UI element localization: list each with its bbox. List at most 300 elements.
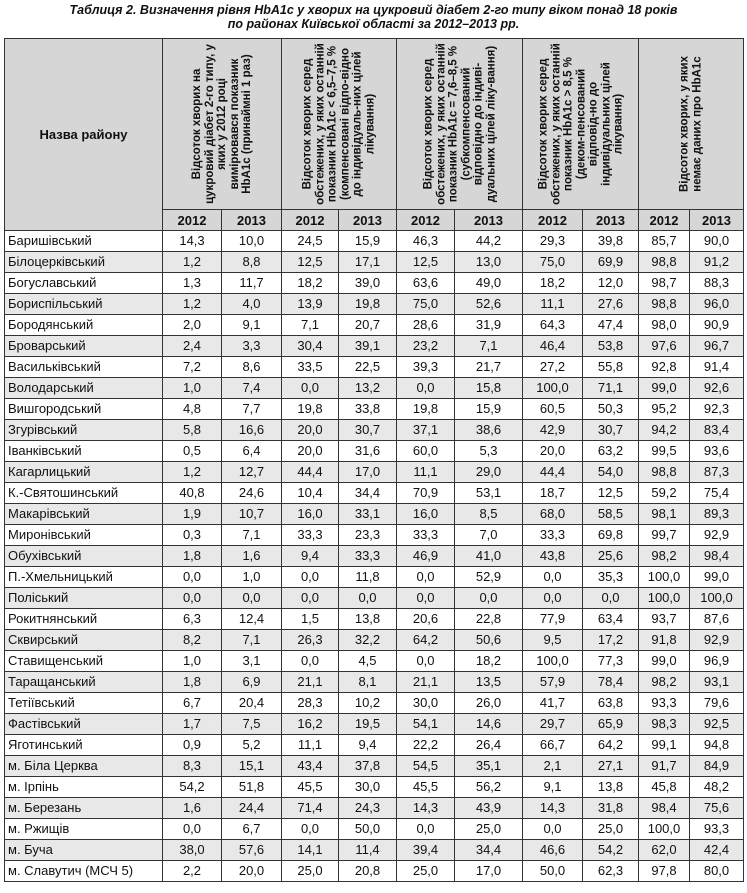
value-cell: 56,2 [455,777,523,798]
district-name-cell: м. Ірпінь [5,777,163,798]
value-cell: 39,0 [339,273,397,294]
value-cell: 54,2 [163,777,222,798]
value-cell: 62,0 [639,840,690,861]
value-cell: 18,7 [523,483,583,504]
value-cell: 1,6 [222,546,282,567]
value-cell: 1,0 [163,378,222,399]
value-cell: 1,7 [163,714,222,735]
value-cell: 7,5 [222,714,282,735]
value-cell: 52,6 [455,294,523,315]
value-cell: 30,0 [397,693,455,714]
value-cell: 64,2 [583,735,639,756]
value-cell: 55,8 [583,357,639,378]
value-cell: 93,6 [690,441,744,462]
value-cell: 46,4 [523,336,583,357]
district-name-cell: Сквирський [5,630,163,651]
value-cell: 29,3 [523,231,583,252]
table-row [5,588,744,609]
district-name-cell: Яготинський [5,735,163,756]
value-cell: 91,2 [690,252,744,273]
value-cell: 0,0 [583,588,639,609]
value-cell: 38,6 [455,420,523,441]
table-row [5,273,744,294]
value-cell: 91,8 [639,630,690,651]
value-cell: 98,8 [639,462,690,483]
district-name-cell: м. Ржищів [5,819,163,840]
value-cell: 8,6 [222,357,282,378]
value-cell: 33,3 [282,525,339,546]
value-cell: 22,5 [339,357,397,378]
value-cell: 13,8 [339,609,397,630]
value-cell: 84,9 [690,756,744,777]
table-row [5,252,744,273]
value-cell: 100,0 [690,588,744,609]
value-cell: 19,8 [397,399,455,420]
value-cell: 1,3 [163,273,222,294]
value-cell: 25,6 [583,546,639,567]
value-cell: 24,3 [339,798,397,819]
value-cell: 1,2 [163,252,222,273]
value-cell: 2,0 [163,315,222,336]
value-cell: 23,3 [339,525,397,546]
value-cell: 0,0 [397,819,455,840]
value-cell: 99,1 [639,735,690,756]
value-cell: 33,3 [397,525,455,546]
table-row [5,819,744,840]
caption-line-2: по районах Київської області за 2012–2013 рр. [227,17,520,31]
value-cell: 28,6 [397,315,455,336]
value-cell: 10,7 [222,504,282,525]
value-cell: 15,8 [455,378,523,399]
value-cell: 16,0 [282,504,339,525]
table-row [5,861,744,882]
district-name-cell: Тетіївський [5,693,163,714]
table-row [5,609,744,630]
table-row [5,336,744,357]
value-cell: 54,0 [583,462,639,483]
value-cell: 98,0 [639,315,690,336]
value-cell: 24,4 [222,798,282,819]
value-cell: 97,8 [639,861,690,882]
value-cell: 42,9 [523,420,583,441]
value-cell: 14,1 [282,840,339,861]
table-row [5,735,744,756]
value-cell: 14,3 [523,798,583,819]
value-cell: 69,9 [583,252,639,273]
table-row [5,777,744,798]
value-cell: 75,4 [690,483,744,504]
value-cell: 37,1 [397,420,455,441]
district-name-cell: м. Буча [5,840,163,861]
value-cell: 7,1 [222,525,282,546]
value-cell: 98,2 [639,672,690,693]
value-cell: 9,5 [523,630,583,651]
value-cell: 96,0 [690,294,744,315]
header-measured-share [163,39,282,210]
value-cell: 25,0 [282,861,339,882]
header-subcompensated [397,39,523,210]
year-header: 2012 [282,210,339,231]
value-cell: 78,4 [583,672,639,693]
value-cell: 34,4 [339,483,397,504]
value-cell: 6,7 [222,819,282,840]
value-cell: 0,0 [222,588,282,609]
table-row [5,504,744,525]
value-cell: 54,5 [397,756,455,777]
value-cell: 44,4 [282,462,339,483]
value-cell: 98,4 [639,798,690,819]
value-cell: 7,4 [222,378,282,399]
value-cell: 31,8 [583,798,639,819]
value-cell: 62,3 [583,861,639,882]
value-cell: 83,4 [690,420,744,441]
value-cell: 33,5 [282,357,339,378]
value-cell: 9,1 [523,777,583,798]
value-cell: 1,2 [163,462,222,483]
value-cell: 54,1 [397,714,455,735]
value-cell: 9,4 [282,546,339,567]
value-cell: 97,6 [639,336,690,357]
value-cell: 63,2 [583,441,639,462]
district-name-cell: Ставищенський [5,651,163,672]
value-cell: 0,0 [282,651,339,672]
value-cell: 54,2 [583,840,639,861]
year-header: 2012 [397,210,455,231]
value-cell: 25,0 [455,819,523,840]
value-cell: 11,8 [339,567,397,588]
value-cell: 48,2 [690,777,744,798]
value-cell: 0,0 [397,378,455,399]
value-cell: 0,0 [282,567,339,588]
value-cell: 92,9 [690,525,744,546]
value-cell: 13,0 [455,252,523,273]
value-cell: 65,9 [583,714,639,735]
value-cell: 14,3 [397,798,455,819]
value-cell: 21,1 [397,672,455,693]
district-name-cell: Фастівський [5,714,163,735]
value-cell: 92,8 [639,357,690,378]
value-cell: 17,0 [339,462,397,483]
header-decompensated-text: Відсоток хворих серед обстежених, у яких останній показник HbA1c > 8,5 % (деком-пенсований відповід-но до індивідуальних цілей лікування) [536,43,624,205]
value-cell: 27,2 [523,357,583,378]
table-row [5,294,744,315]
value-cell: 7,1 [455,336,523,357]
table-row [5,399,744,420]
value-cell: 57,6 [222,840,282,861]
value-cell: 2,2 [163,861,222,882]
value-cell: 34,4 [455,840,523,861]
value-cell: 17,0 [455,861,523,882]
value-cell: 60,5 [523,399,583,420]
table-row [5,525,744,546]
value-cell: 12,5 [282,252,339,273]
value-cell: 0,0 [523,819,583,840]
value-cell: 98,3 [639,714,690,735]
value-cell: 75,0 [397,294,455,315]
value-cell: 87,3 [690,462,744,483]
value-cell: 12,7 [222,462,282,483]
value-cell: 46,9 [397,546,455,567]
value-cell: 2,4 [163,336,222,357]
value-cell: 87,6 [690,609,744,630]
value-cell: 33,1 [339,504,397,525]
district-name-cell: Поліський [5,588,163,609]
value-cell: 90,9 [690,315,744,336]
value-cell: 20,0 [222,861,282,882]
value-cell: 70,9 [397,483,455,504]
value-cell: 96,9 [690,651,744,672]
value-cell: 1,6 [163,798,222,819]
value-cell: 12,5 [583,483,639,504]
value-cell: 1,2 [163,294,222,315]
value-cell: 7,7 [222,399,282,420]
value-cell: 15,9 [339,231,397,252]
value-cell: 45,5 [397,777,455,798]
value-cell: 30,0 [339,777,397,798]
value-cell: 69,8 [583,525,639,546]
value-cell: 43,8 [523,546,583,567]
value-cell: 100,0 [639,588,690,609]
value-cell: 45,8 [639,777,690,798]
value-cell: 46,3 [397,231,455,252]
value-cell: 28,3 [282,693,339,714]
value-cell: 52,9 [455,567,523,588]
value-cell: 7,1 [282,315,339,336]
year-header: 2013 [690,210,744,231]
value-cell: 20,4 [222,693,282,714]
value-cell: 57,9 [523,672,583,693]
value-cell: 3,3 [222,336,282,357]
value-cell: 6,7 [163,693,222,714]
value-cell: 43,9 [455,798,523,819]
caption-line-1: Таблиця 2. Визначення рівня HbA1c у хворих на цукровий діабет 2-го типу віком понад 18 років [69,3,678,17]
value-cell: 4,0 [222,294,282,315]
value-cell: 66,7 [523,735,583,756]
table-caption [0,0,747,31]
value-cell: 40,8 [163,483,222,504]
value-cell: 6,3 [163,609,222,630]
value-cell: 7,0 [455,525,523,546]
value-cell: 1,9 [163,504,222,525]
value-cell: 35,1 [455,756,523,777]
district-name-cell: Баришівський [5,231,163,252]
value-cell: 39,4 [397,840,455,861]
header-compensated [282,39,397,210]
header-no-data [639,39,744,210]
value-cell: 98,8 [639,294,690,315]
value-cell: 0,0 [339,588,397,609]
year-header: 2012 [163,210,222,231]
year-header: 2013 [455,210,523,231]
header-subcompensated-text: Відсоток хворих серед обстежених, у яких останній показник HbA1c = 7,6–8,5 % (субкомпенсований відповідно до індиві-дуальних цілей ліку-вання) [422,43,497,205]
value-cell: 19,5 [339,714,397,735]
table-row [5,798,744,819]
value-cell: 53,8 [583,336,639,357]
value-cell: 0,9 [163,735,222,756]
district-name-cell: Іванківський [5,441,163,462]
value-cell: 80,0 [690,861,744,882]
value-cell: 0,0 [163,567,222,588]
value-cell: 30,4 [282,336,339,357]
value-cell: 33,8 [339,399,397,420]
district-name-cell: Згурівський [5,420,163,441]
value-cell: 18,2 [282,273,339,294]
value-cell: 8,1 [339,672,397,693]
value-cell: 18,2 [523,273,583,294]
value-cell: 20,7 [339,315,397,336]
value-cell: 68,0 [523,504,583,525]
district-name-cell: К.-Святошинський [5,483,163,504]
value-cell: 39,8 [583,231,639,252]
value-cell: 16,2 [282,714,339,735]
value-cell: 25,0 [583,819,639,840]
value-cell: 30,7 [583,420,639,441]
value-cell: 13,2 [339,378,397,399]
value-cell: 50,0 [339,819,397,840]
value-cell: 99,0 [639,378,690,399]
district-name-cell: Васильківський [5,357,163,378]
header-decompensated [523,39,639,210]
value-cell: 11,1 [523,294,583,315]
value-cell: 92,6 [690,378,744,399]
value-cell: 0,0 [163,819,222,840]
value-cell: 19,8 [282,399,339,420]
value-cell: 0,0 [163,588,222,609]
value-cell: 92,5 [690,714,744,735]
district-name-cell: Обухівський [5,546,163,567]
table-row [5,231,744,252]
value-cell: 0,0 [455,588,523,609]
value-cell: 26,3 [282,630,339,651]
district-name-cell: м. Біла Церква [5,756,163,777]
value-cell: 51,8 [222,777,282,798]
value-cell: 98,1 [639,504,690,525]
table-row [5,462,744,483]
value-cell: 88,3 [690,273,744,294]
value-cell: 20,8 [339,861,397,882]
value-cell: 17,1 [339,252,397,273]
value-cell: 20,0 [282,441,339,462]
value-cell: 12,5 [397,252,455,273]
value-cell: 75,6 [690,798,744,819]
value-cell: 13,8 [583,777,639,798]
value-cell: 10,0 [222,231,282,252]
value-cell: 99,7 [639,525,690,546]
value-cell: 39,3 [397,357,455,378]
value-cell: 100,0 [639,567,690,588]
value-cell: 99,0 [639,651,690,672]
value-cell: 96,7 [690,336,744,357]
value-cell: 7,1 [222,630,282,651]
value-cell: 75,0 [523,252,583,273]
table-row [5,693,744,714]
value-cell: 1,8 [163,672,222,693]
value-cell: 8,8 [222,252,282,273]
value-cell: 27,1 [583,756,639,777]
district-name-cell: Володарський [5,378,163,399]
district-name-cell: Богуславський [5,273,163,294]
value-cell: 100,0 [639,819,690,840]
value-cell: 45,5 [282,777,339,798]
value-cell: 59,2 [639,483,690,504]
value-cell: 8,5 [455,504,523,525]
value-cell: 20,0 [282,420,339,441]
value-cell: 24,5 [282,231,339,252]
value-cell: 27,6 [583,294,639,315]
value-cell: 24,6 [222,483,282,504]
value-cell: 0,0 [397,651,455,672]
table-row [5,420,744,441]
table-row [5,672,744,693]
value-cell: 0,0 [282,588,339,609]
district-name-cell: м. Славутич (МСЧ 5) [5,861,163,882]
value-cell: 15,9 [455,399,523,420]
table-row [5,756,744,777]
value-cell: 14,3 [163,231,222,252]
year-header: 2013 [583,210,639,231]
value-cell: 11,4 [339,840,397,861]
value-cell: 41,7 [523,693,583,714]
table-row [5,441,744,462]
value-cell: 1,8 [163,546,222,567]
value-cell: 4,8 [163,399,222,420]
district-name-cell: Таращанський [5,672,163,693]
table-row [5,651,744,672]
value-cell: 0,0 [523,567,583,588]
value-cell: 17,2 [583,630,639,651]
value-cell: 29,0 [455,462,523,483]
value-cell: 30,7 [339,420,397,441]
value-cell: 11,1 [397,462,455,483]
value-cell: 9,4 [339,735,397,756]
value-cell: 77,3 [583,651,639,672]
value-cell: 5,3 [455,441,523,462]
value-cell: 9,1 [222,315,282,336]
value-cell: 58,5 [583,504,639,525]
value-cell: 63,4 [583,609,639,630]
value-cell: 93,3 [639,693,690,714]
value-cell: 1,0 [163,651,222,672]
value-cell: 99,0 [690,567,744,588]
value-cell: 79,6 [690,693,744,714]
value-cell: 44,4 [523,462,583,483]
value-cell: 4,5 [339,651,397,672]
district-name-cell: Бориспільський [5,294,163,315]
value-cell: 50,6 [455,630,523,651]
year-header: 2013 [222,210,282,231]
value-cell: 64,2 [397,630,455,651]
value-cell: 0,0 [282,378,339,399]
value-cell: 25,0 [397,861,455,882]
value-cell: 99,5 [639,441,690,462]
value-cell: 94,8 [690,735,744,756]
value-cell: 53,1 [455,483,523,504]
value-cell: 11,7 [222,273,282,294]
value-cell: 91,7 [639,756,690,777]
value-cell: 16,0 [397,504,455,525]
value-cell: 13,5 [455,672,523,693]
value-cell: 35,3 [583,567,639,588]
value-cell: 1,5 [282,609,339,630]
value-cell: 6,4 [222,441,282,462]
value-cell: 8,3 [163,756,222,777]
value-cell: 5,2 [222,735,282,756]
value-cell: 14,6 [455,714,523,735]
value-cell: 90,0 [690,231,744,252]
value-cell: 63,6 [397,273,455,294]
header-measured-share-text: Відсоток хворих на цукровий діабет 2-го типу, у яких у 2012 році вимірювався показник HbA1c (принаймні 1 раз) [190,44,253,204]
value-cell: 64,3 [523,315,583,336]
